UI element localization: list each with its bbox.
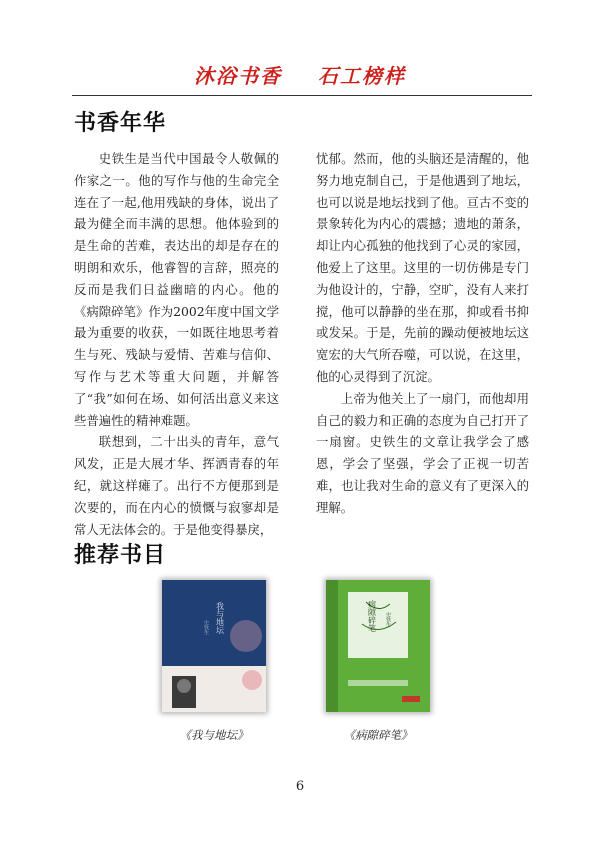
header-column-left: 沐浴书香: [194, 64, 282, 88]
book-cover-bingxi-suibi: [326, 580, 430, 712]
cover-stripe: [348, 680, 408, 686]
cover-author-text: 史铁生: [203, 620, 209, 635]
section-heading-reading: 书香年华: [74, 111, 167, 136]
cover-decoration: [230, 620, 262, 652]
header-divider: [72, 95, 532, 96]
header-column-right: 石工榜样: [318, 64, 406, 88]
cover-spine-shade: [326, 580, 338, 712]
article-paragraph-continued: 忧郁。然而，他的头脑还是清醒的，他努力地克制自己，于是他遇到了地坛，也可以说是地坛找到了他。亘古不变的景象转化为内心的震撼；遗地的萧条，却让内心孤独的他找到了心灵的家园，他爱上了这里。这里的一切仿佛是专门为他设计的，宁静，空旷，没有人来打搅，他可以静静的坐在那，抑或看书抑或发呆。于是，先前的躁动便被地坛这宽宏的大气所吞噬，可以说，在这里，他的心灵得到了沉淀。: [316, 151, 529, 384]
book-cover-art: [326, 580, 430, 712]
cover-author-text: 史铁生: [385, 612, 391, 627]
article-paragraph: 联想到，二十出头的青年，意气风发，正是大展才华、挥洒青春的年纪，就这样瘫了。出行不方便那到是次要的，而在内心的愤慨与寂寥却是常人无法体会的。于是他变得暴戾，: [74, 434, 279, 537]
magazine-header-title: [0, 60, 600, 89]
page-number: 6: [295, 779, 305, 794]
cover-decoration: [242, 670, 262, 690]
article-paragraph: 史铁生是当代中国最令人敬佩的作家之一。他的写作与他的生命完全连在了一起,他用残缺的身体，说出了最为健全而丰满的思想。他体验到的是生命的苦难，表达出的却是存在的明朗和欢乐，他睿智的言辞，照亮的反而是我们日益幽暗的内心。他的《病隙碎笔》作为2002年度中国文学最为重要的收获，一如既往地思考着生与死、残缺与爱情、苦难与信仰、写作与艺术等重大问题，并解答了“我”如何在场、如何活出意义来这些普遍性的精神难题。: [74, 151, 280, 428]
cover-title-text: 我与地坛: [215, 602, 225, 634]
cover-title-text: 病隙碎笔: [367, 600, 377, 632]
cover-white-panel: [348, 592, 408, 658]
publisher-mark: [402, 696, 420, 702]
book-caption: 《我与地坛》: [179, 728, 249, 742]
book-cover-art: [162, 580, 266, 712]
section-heading-recommended: 推荐书目: [74, 543, 167, 568]
article-column-right: [316, 148, 529, 519]
article-paragraph: 上帝为他关上了一扇门，而他却用自己的毅力和正确的态度为自己打开了一扇窗。史铁生的文章让我学会了感恩，学会了坚强，学会了正视一切苦难，也让我对生命的意义有了更深入的理解。: [316, 390, 529, 515]
author-portrait-head: [177, 679, 191, 693]
book-cover-wo-yu-ditan: [162, 580, 266, 712]
article-column-left: [74, 148, 279, 540]
book-caption: 《病隙碎笔》: [343, 728, 413, 742]
